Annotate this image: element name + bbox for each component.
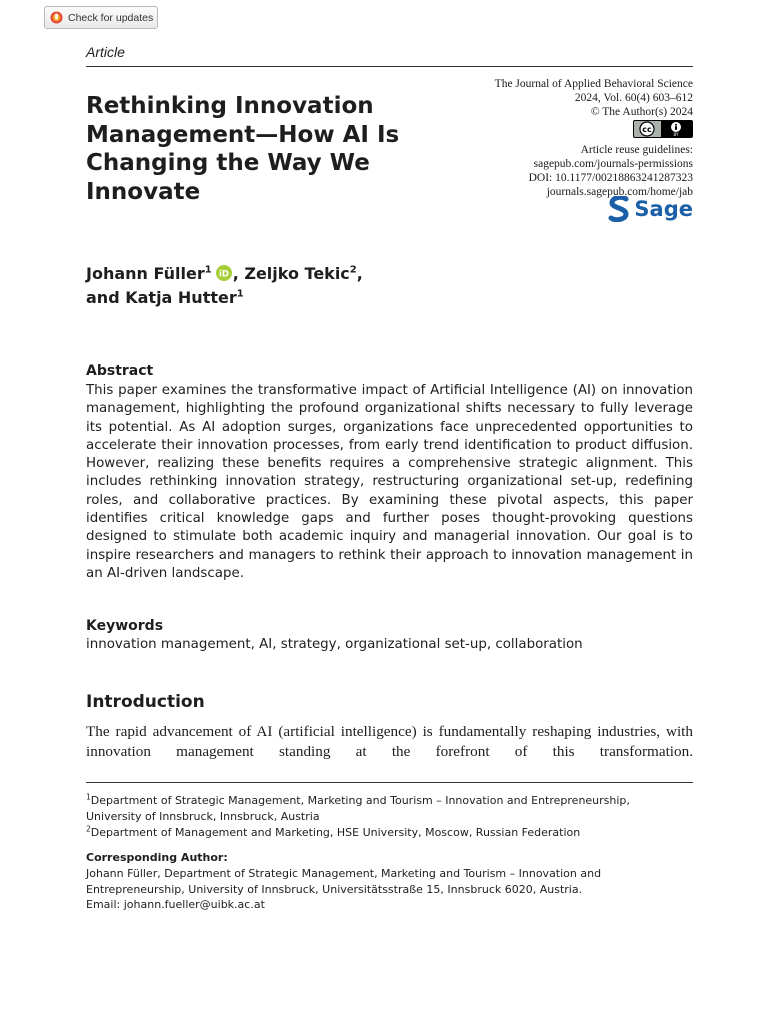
author-conjunction: and	[86, 288, 126, 307]
svg-text:cc: cc	[642, 125, 652, 134]
affiliation-2-text: Department of Management and Marketing, HSE University, Moscow, Russian Federation	[90, 826, 581, 839]
check-updates-icon	[50, 11, 63, 24]
author-list	[86, 262, 506, 310]
abstract-text: This paper examines the transformative impact of Artificial Intelligence (AI) on innovation management, highlighting the profound organizational shifts necessary to fully leverage its potential. As AI adoption surges, organizations face unprecedented opportunities to accelerate their innovation processes, from early trend identification to product diffusion. However, realizing these benefits requires a comprehensive strategic alignment. This includes rethinking innovation strategy, restructuring organizational set-up, redefining roles, and collaborative practices. By examining these pivotal aspects, this paper identifies critical knowledge gaps and further poses thought-provoking questions designed to stimulate both academic inquiry and managerial innovation. Our goal is to inspire researchers and managers to rethink their approach to innovation management in an AI-driven landscape.	[86, 383, 693, 581]
journal-info	[413, 77, 693, 199]
keywords-text: innovation management, AI, strategy, organizational set-up, collaboration	[86, 637, 583, 652]
abstract-heading: Abstract	[86, 363, 154, 379]
svg-text:BY: BY	[673, 132, 679, 137]
article-title: Rethinking Innovation Management—How AI Is Changing the Way We Innovate	[86, 93, 400, 205]
doi-link[interactable]: DOI: 10.1177/00218863241287323	[528, 172, 693, 184]
affiliation-1-number: 1	[86, 792, 91, 802]
publisher-logo[interactable]	[608, 196, 693, 222]
author-2-affil: 2	[349, 264, 357, 276]
corr-line-2: Entrepreneurship, University of Innsbruck, Universitätsstraße 15, Innsbruck 6020, Austria.	[86, 882, 583, 896]
affiliation-1-line-2: University of Innsbruck, Innsbruck, Austria	[86, 809, 320, 823]
author-separator: ,	[232, 264, 245, 283]
affiliation-2-number: 2	[86, 824, 91, 834]
author-3-affil: 1	[236, 288, 244, 300]
corresponding-author-heading: Corresponding Author:	[86, 851, 228, 864]
reuse-guidelines-label: Article reuse guidelines:	[580, 144, 693, 156]
cc-by-icon[interactable]	[633, 120, 693, 138]
header-divider	[86, 66, 693, 67]
reuse-guidelines-link[interactable]: sagepub.com/journals-permissions	[533, 158, 693, 170]
footnote-divider	[86, 782, 693, 783]
author-2[interactable]: Zeljko Tekic	[244, 264, 350, 283]
check-updates-label: Check for updates	[68, 11, 154, 24]
publisher-name: Sage	[634, 197, 693, 221]
article-type-label: Article	[86, 44, 125, 60]
orcid-icon[interactable]	[216, 265, 232, 281]
author-separator: ,	[356, 264, 363, 283]
check-for-updates-button[interactable]	[44, 6, 158, 29]
corr-email[interactable]: Email: johann.fueller@uibk.ac.at	[86, 898, 265, 911]
author-3[interactable]: Katja Hutter	[125, 288, 237, 307]
affiliation-2	[86, 825, 686, 841]
journal-volume: 2024, Vol. 60(4) 603–612	[574, 92, 693, 104]
introduction-text: The rapid advancement of AI (artificial intelligence) is fundamentally reshaping industries, with innovation management standing at the forefront of this transformation.	[86, 723, 693, 760]
sage-logo-icon	[608, 196, 630, 222]
copyright-notice: © The Author(s) 2024	[590, 106, 693, 118]
journal-home-link[interactable]: journals.sagepub.com/home/jab	[546, 186, 693, 198]
keywords-heading: Keywords	[86, 618, 164, 634]
corr-line-1: Johann Füller, Department of Strategic Management, Marketing and Tourism – Innovation and	[86, 867, 602, 880]
affiliation-1	[86, 793, 686, 824]
introduction-heading: Introduction	[86, 692, 205, 712]
journal-name: The Journal of Applied Behavioral Science	[494, 78, 693, 90]
author-1[interactable]: Johann Füller	[86, 264, 205, 283]
affiliation-1-line-1: Department of Strategic Management, Marketing and Tourism – Innovation and Entrepreneurship,	[90, 794, 630, 807]
svg-text:iD: iD	[218, 269, 229, 280]
corresponding-author-details	[86, 866, 686, 913]
author-1-affil: 1	[204, 264, 212, 276]
